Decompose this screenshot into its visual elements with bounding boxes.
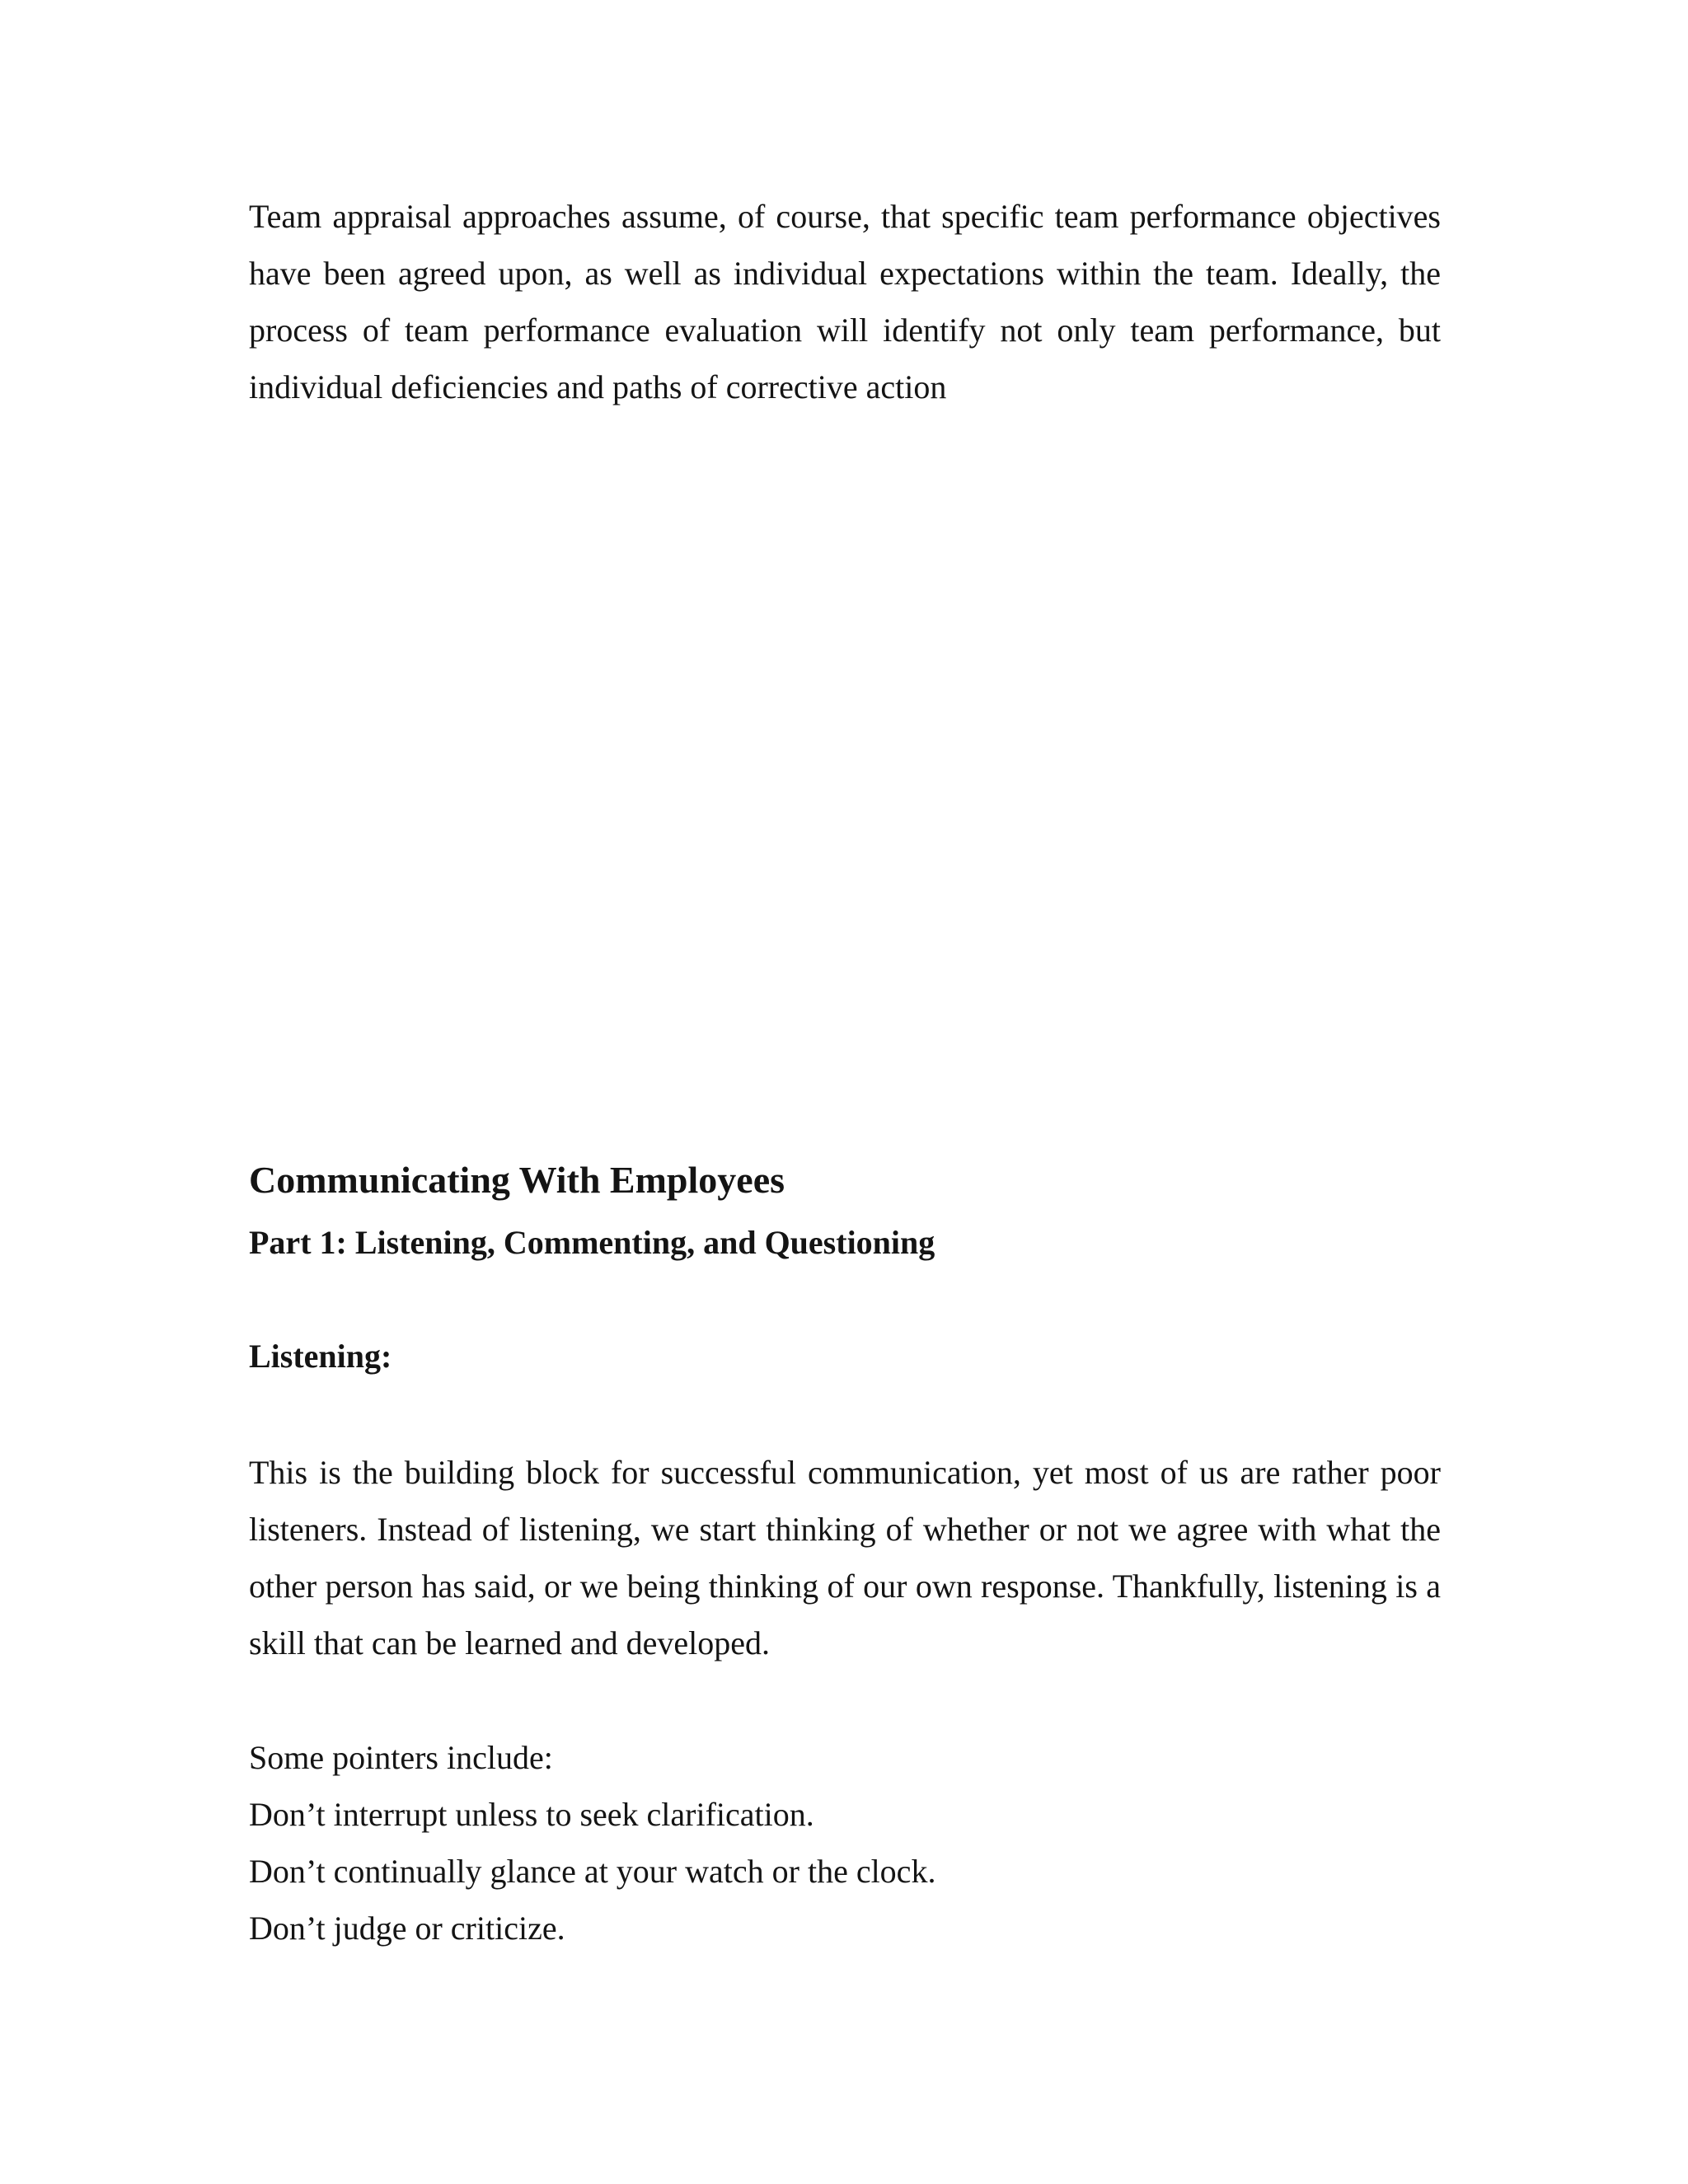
pointers-intro: Some pointers include: — [249, 1739, 553, 1776]
list-item: Don’t continually glance at your watch or the clock. — [249, 1853, 936, 1890]
section-title: Communicating With Employees — [249, 1159, 785, 1201]
pointers-list — [249, 1729, 1441, 1957]
list-item: Don’t judge or criticize. — [249, 1910, 565, 1947]
intro-paragraph: Team appraisal approaches assume, of course, that specific team performance objectives have been agreed upon, as well as individual expectations within the team. Ideally, the process of team performance evaluation will identify not only team performance, but individual deficiencies and paths of corrective action — [249, 198, 1441, 405]
listening-subheading: Listening: — [249, 1338, 392, 1375]
listening-paragraph: This is the building block for successful communication, yet most of us are rather poor listeners. Instead of listening, we start thinking of whether or not we agree with what the other person has said, or we being thinking of our own response. Thankfully, listening is a skill that can be learned and developed. — [249, 1454, 1441, 1661]
list-item: Don’t interrupt unless to seek clarification. — [249, 1796, 814, 1833]
part-title: Part 1: Listening, Commenting, and Questioning — [249, 1224, 935, 1261]
